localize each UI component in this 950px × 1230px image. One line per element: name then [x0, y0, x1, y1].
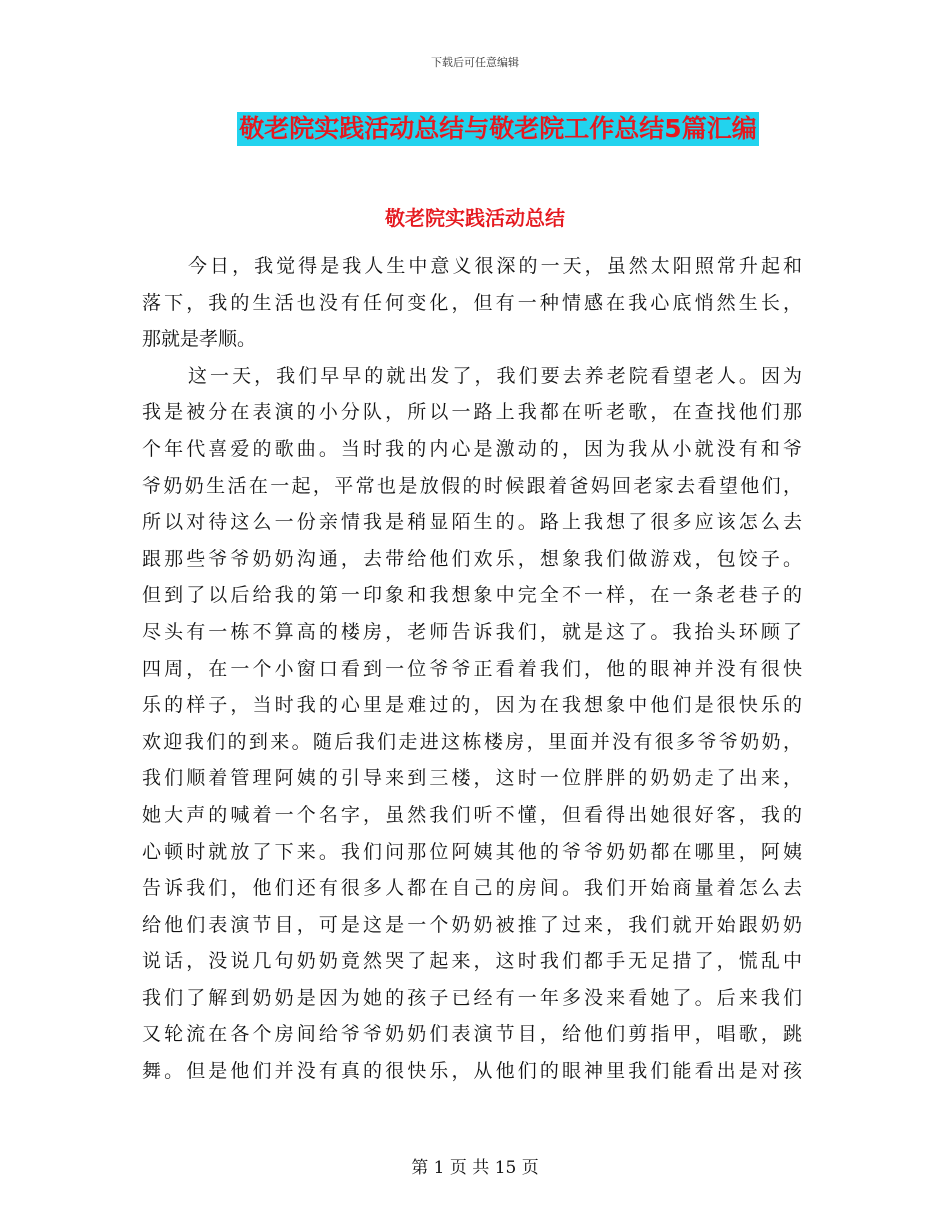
page-number-footer: 第 1 页 共 15 页 — [411, 1158, 539, 1178]
text-line: 舞。但是他们并没有真的很快乐，从他们的眼神里我们能看出是对孩 — [142, 1060, 802, 1083]
text-line: 落下，我的生活也没有任何变化，但有一种情感在我心底悄然生长， — [142, 291, 802, 314]
text-line: 又轮流在各个房间给爷爷奶奶们表演节目，给他们剪指甲，唱歌，跳 — [142, 1023, 802, 1046]
text-line: 这一天，我们早早的就出发了，我们要去养老院看望老人。因为 — [188, 364, 802, 387]
text-line: 给他们表演节目，可是这是一个奶奶被推了过来，我们就开始跟奶奶 — [142, 913, 802, 936]
body-text — [142, 248, 802, 1090]
text-line: 四周，在一个小窗口看到一位爷爷正看着我们，他的眼神并没有很快 — [142, 657, 802, 680]
paragraph-2 — [142, 358, 802, 1090]
text-line: 我们了解到奶奶是因为她的孩子已经有一年多没来看她了。后来我们 — [142, 986, 802, 1009]
text-line: 跟那些爷爷奶奶沟通，去带给他们欢乐，想象我们做游戏，包饺子。 — [142, 547, 802, 570]
header-note: 下载后可任意编辑 — [431, 56, 519, 69]
section-title: 敬老院实践活动总结 — [385, 206, 565, 230]
text-line: 今日，我觉得是我人生中意义很深的一天，虽然太阳照常升起和 — [188, 255, 802, 277]
text-line: 尽头有一栋不算高的楼房，老师告诉我们，就是这了。我抬头环顾了 — [142, 620, 802, 643]
text-line: 那就是孝顺。 — [142, 328, 257, 351]
text-line: 所以对待这么一份亲情我是稍显陌生的。路上我想了很多应该怎么去 — [142, 511, 802, 534]
text-line: 我们顺着管理阿姨的引导来到三楼，这时一位胖胖的奶奶走了出来， — [142, 767, 802, 790]
text-line: 欢迎我们的到来。随后我们走进这栋楼房，里面并没有很多爷爷奶奶， — [142, 730, 802, 753]
text-line: 但到了以后给我的第一印象和我想象中完全不一样，在一条老巷子的 — [142, 584, 802, 607]
text-line: 乐的样子，当时我的心里是难过的，因为在我想象中他们是很快乐的 — [142, 694, 802, 717]
document-title: 敬老院实践活动总结与敬老院工作总结5篇汇编 — [237, 112, 758, 146]
text-line: 心顿时就放了下来。我们问那位阿姨其他的爷爷奶奶都在哪里，阿姨 — [142, 840, 802, 863]
text-line: 个年代喜爱的歌曲。当时我的内心是激动的，因为我从小就没有和爷 — [142, 437, 802, 460]
document-title-container — [0, 112, 950, 146]
text-line: 说话，没说几句奶奶竟然哭了起来，这时我们都手无足措了，慌乱中 — [142, 950, 802, 973]
paragraph-1 — [142, 248, 802, 358]
text-line: 我是被分在表演的小分队，所以一路上我都在听老歌，在查找他们那 — [142, 401, 802, 424]
text-line: 告诉我们，他们还有很多人都在自己的房间。我们开始商量着怎么去 — [142, 877, 802, 900]
text-line: 她大声的喊着一个名字，虽然我们听不懂，但看得出她很好客，我的 — [142, 803, 802, 826]
text-line: 爷奶奶生活在一起，平常也是放假的时候跟着爸妈回老家去看望他们， — [142, 474, 802, 497]
